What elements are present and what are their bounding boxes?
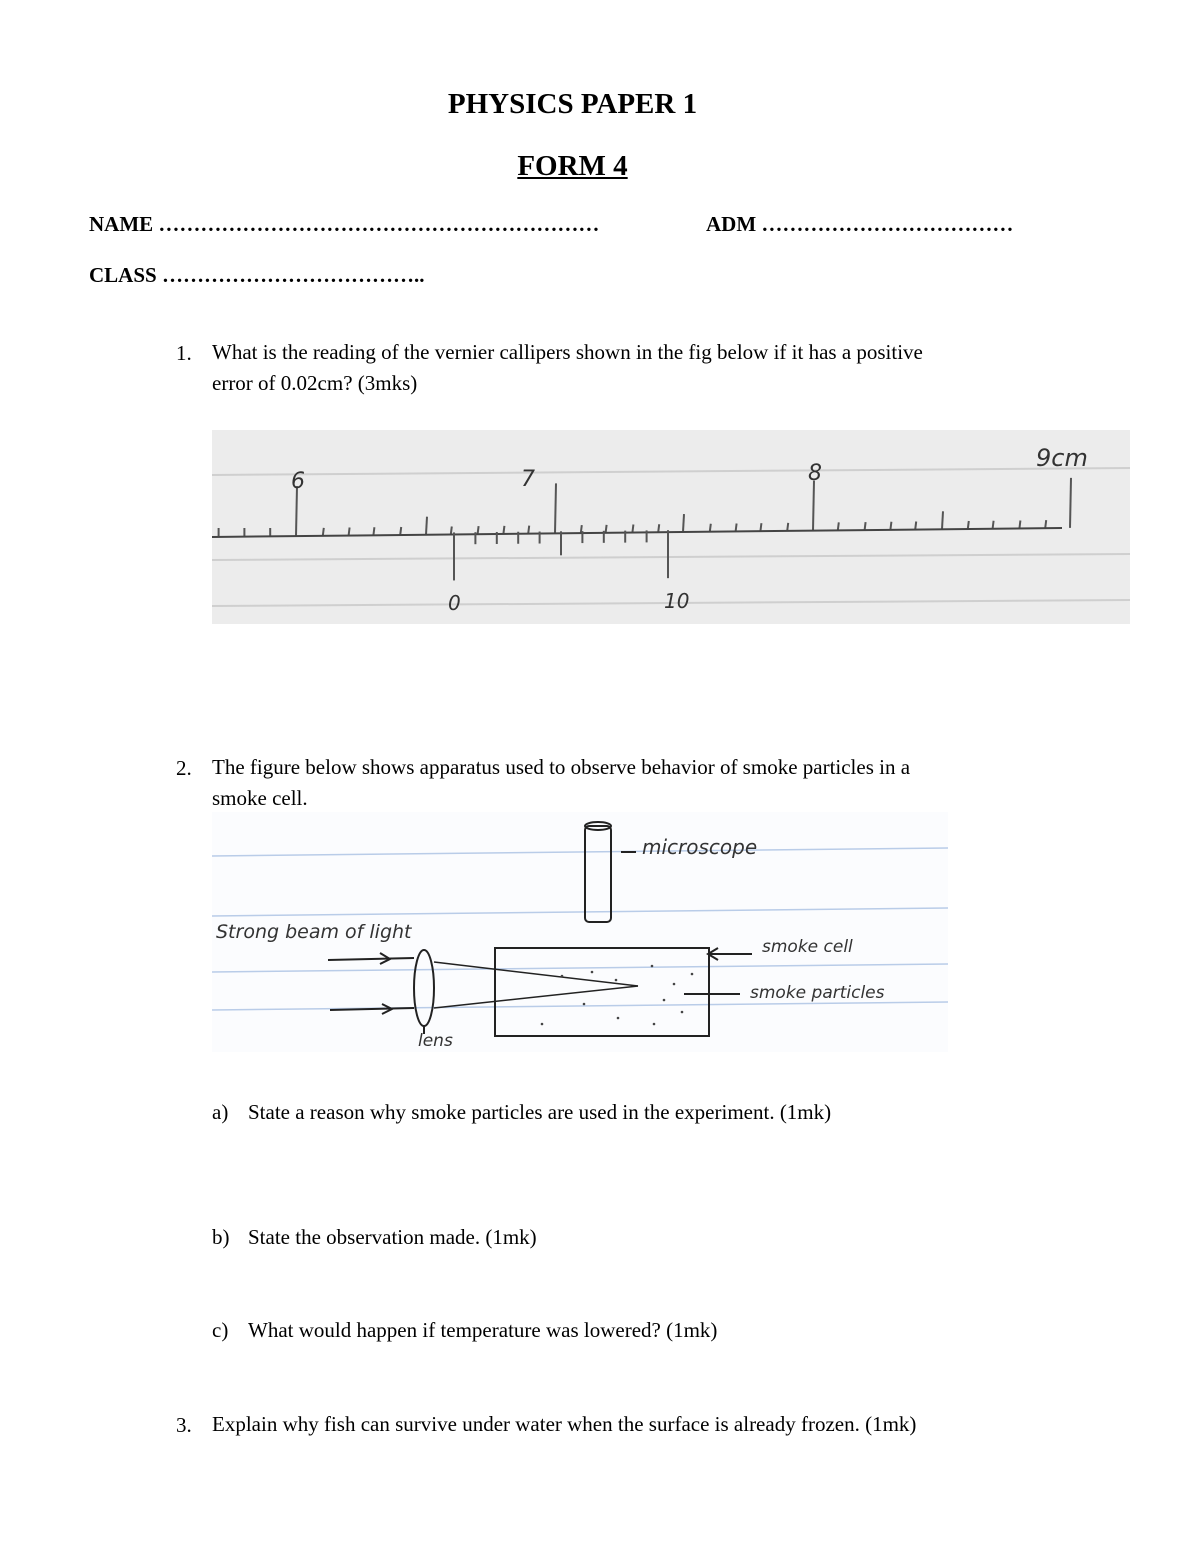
main-scale-tick [1045, 520, 1046, 528]
main-scale-tick [478, 526, 479, 534]
main-scale-tick [710, 524, 711, 532]
main-label-7: 7 [521, 467, 535, 492]
form-title: FORM 4 [517, 150, 628, 182]
main-scale-tick [787, 523, 788, 531]
main-scale-tick [658, 524, 659, 532]
question-2a [212, 1097, 1072, 1128]
vernier-label-10: 10 [664, 589, 690, 613]
main-scale-tick [760, 523, 761, 531]
question-1-line-2: error of 0.02cm? (3mks) [212, 371, 418, 395]
question-3-number: 3. [176, 1413, 192, 1437]
microscope-label: microscope [642, 835, 758, 859]
question-1-text [212, 337, 1072, 399]
adm-dots: ……………………………… [761, 212, 1014, 236]
question-2a-label: a) [212, 1100, 229, 1124]
beam-label: Strong beam of light [216, 921, 412, 943]
main-scale-tick [1070, 478, 1071, 528]
question-3-text: Explain why fish can survive under water when the surface is already frozen. (1mk) [212, 1412, 917, 1436]
lens-label: lens [418, 1031, 453, 1051]
adm-label: ADM [706, 212, 757, 236]
main-scale-tick [349, 528, 350, 536]
main-scale-tick [606, 525, 607, 533]
name-field [89, 212, 599, 237]
main-scale-tick [555, 483, 556, 533]
main-scale-tick [373, 527, 374, 535]
main-scale-tick [865, 522, 866, 530]
question-2-number: 2. [176, 756, 192, 780]
main-scale-tick [1019, 520, 1020, 528]
question-2-text [212, 752, 1072, 814]
vernier-label-0: 0 [448, 591, 461, 615]
question-2a-text: State a reason why smoke particles are used in the experiment. (1mk) [248, 1100, 832, 1124]
paper-title: PHYSICS PAPER 1 [447, 88, 698, 120]
vernier-calliper-figure [212, 430, 1130, 624]
smoke-particles-label: smoke particles [750, 983, 885, 1003]
main-scale-tick [632, 525, 633, 533]
main-scale-tick [915, 522, 916, 530]
main-label-6: 6 [291, 469, 305, 494]
main-scale-tick [451, 526, 452, 534]
main-scale-tick [323, 528, 324, 536]
main-scale-tick [838, 522, 839, 530]
main-scale-tick [528, 526, 529, 534]
question-2c [212, 1315, 1072, 1346]
adm-field [706, 212, 1013, 237]
question-1-number: 1. [176, 341, 192, 365]
smoke-cell-figure [212, 812, 948, 1052]
smoke-cell-label: smoke cell [762, 937, 853, 957]
main-scale-tick [426, 517, 427, 535]
question-1-line-1: What is the reading of the vernier callipers shown in the fig below if it has a positive [212, 340, 923, 364]
name-label: NAME [89, 212, 154, 236]
question-2b-label: b) [212, 1225, 230, 1249]
class-dots: ……………………………….. [161, 263, 425, 287]
main-scale-tick [993, 521, 994, 529]
name-dots: ……………………………………………………… [158, 212, 600, 236]
main-scale-tick [400, 527, 401, 535]
class-field [89, 263, 424, 288]
question-2-line-2: smoke cell. [212, 786, 308, 810]
main-scale-tick [683, 514, 684, 532]
question-2-line-1: The figure below shows apparatus used to observe behavior of smoke particles in a [212, 755, 911, 779]
question-2b-text: State the observation made. (1mk) [248, 1225, 537, 1249]
question-2c-label: c) [212, 1318, 229, 1342]
question-2c-text: What would happen if temperature was lowered? (1mk) [248, 1318, 718, 1342]
main-label-8: 8 [808, 461, 822, 486]
main-scale-tick [813, 481, 814, 531]
main-scale-tick [942, 511, 943, 529]
main-scale-tick [968, 521, 969, 529]
question-2b [212, 1222, 1072, 1253]
main-scale-tick [890, 522, 891, 530]
main-scale-tick [736, 523, 737, 531]
class-label: CLASS [89, 263, 157, 287]
main-label-9cm: 9cm [1036, 444, 1088, 472]
main-scale-tick [503, 526, 504, 534]
